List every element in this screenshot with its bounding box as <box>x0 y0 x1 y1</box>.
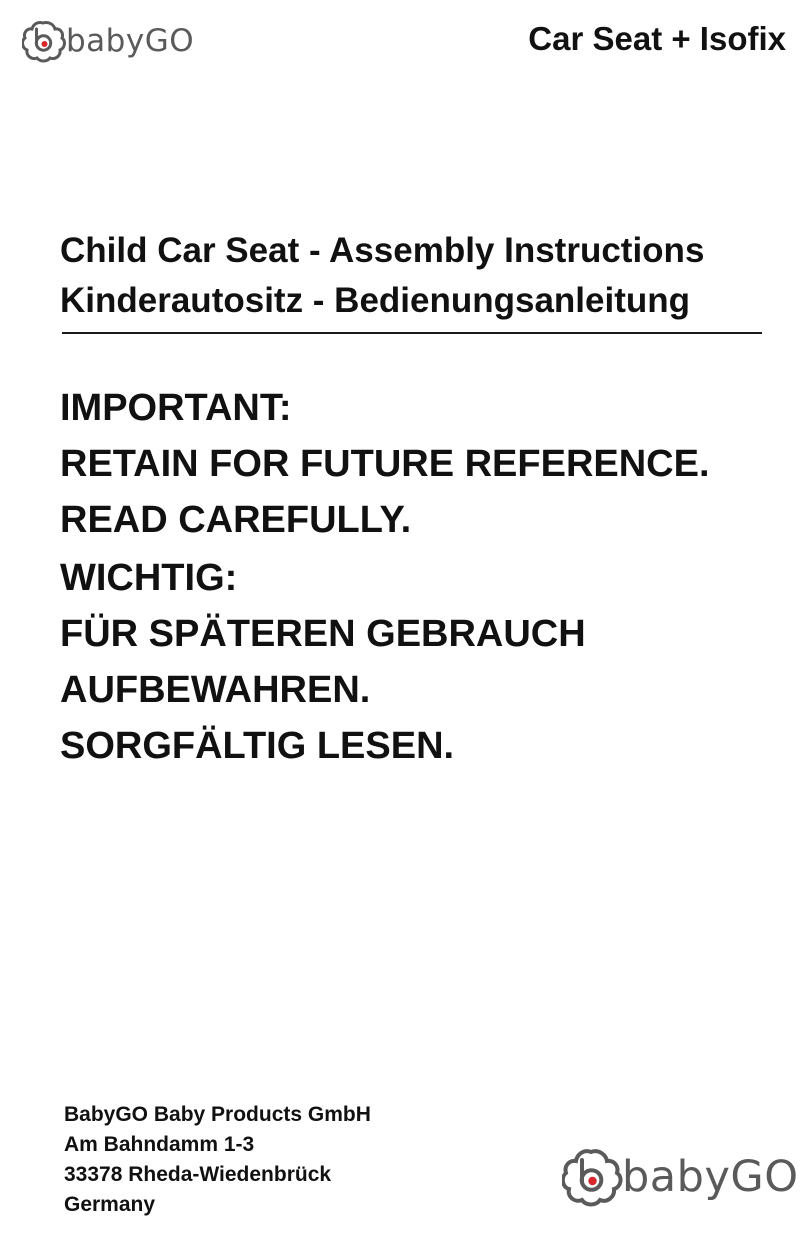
country: Germany <box>64 1193 156 1216</box>
street-address: Am Bahndamm 1-3 <box>64 1133 255 1156</box>
important-notice-english <box>60 380 780 548</box>
notice-line: SORGFÄLTIG LESEN. <box>60 725 455 767</box>
notice-line: READ CAREFULLY. <box>60 499 412 541</box>
company-name: BabyGO Baby Products GmbH <box>64 1103 371 1126</box>
title-divider <box>62 332 762 334</box>
title-block <box>60 226 760 326</box>
notice-line: FÜR SPÄTEREN GEBRAUCH <box>60 613 586 655</box>
notice-heading: WICHTIG: <box>60 557 238 599</box>
logo-wordmark: babyGO <box>622 1152 799 1202</box>
notice-line: AUFBEWAHREN. <box>60 669 371 711</box>
city-postcode: 33378 Rheda-Wiedenbrück <box>64 1163 332 1186</box>
logo-wordmark: babyGO <box>66 23 195 59</box>
important-notice-german <box>60 550 780 774</box>
document-type-label: Car Seat + Isofix <box>528 20 786 57</box>
title-german: Kinderautositz - Bedienungsanleitung <box>60 281 691 320</box>
title-english: Child Car Seat - Assembly Instructions <box>60 231 705 270</box>
brand-logo-footer <box>562 1146 799 1208</box>
brand-logo-header <box>22 18 195 64</box>
notice-line: RETAIN FOR FUTURE REFERENCE. <box>60 443 710 485</box>
company-address <box>64 1100 484 1220</box>
notice-heading: IMPORTANT: <box>60 387 292 429</box>
